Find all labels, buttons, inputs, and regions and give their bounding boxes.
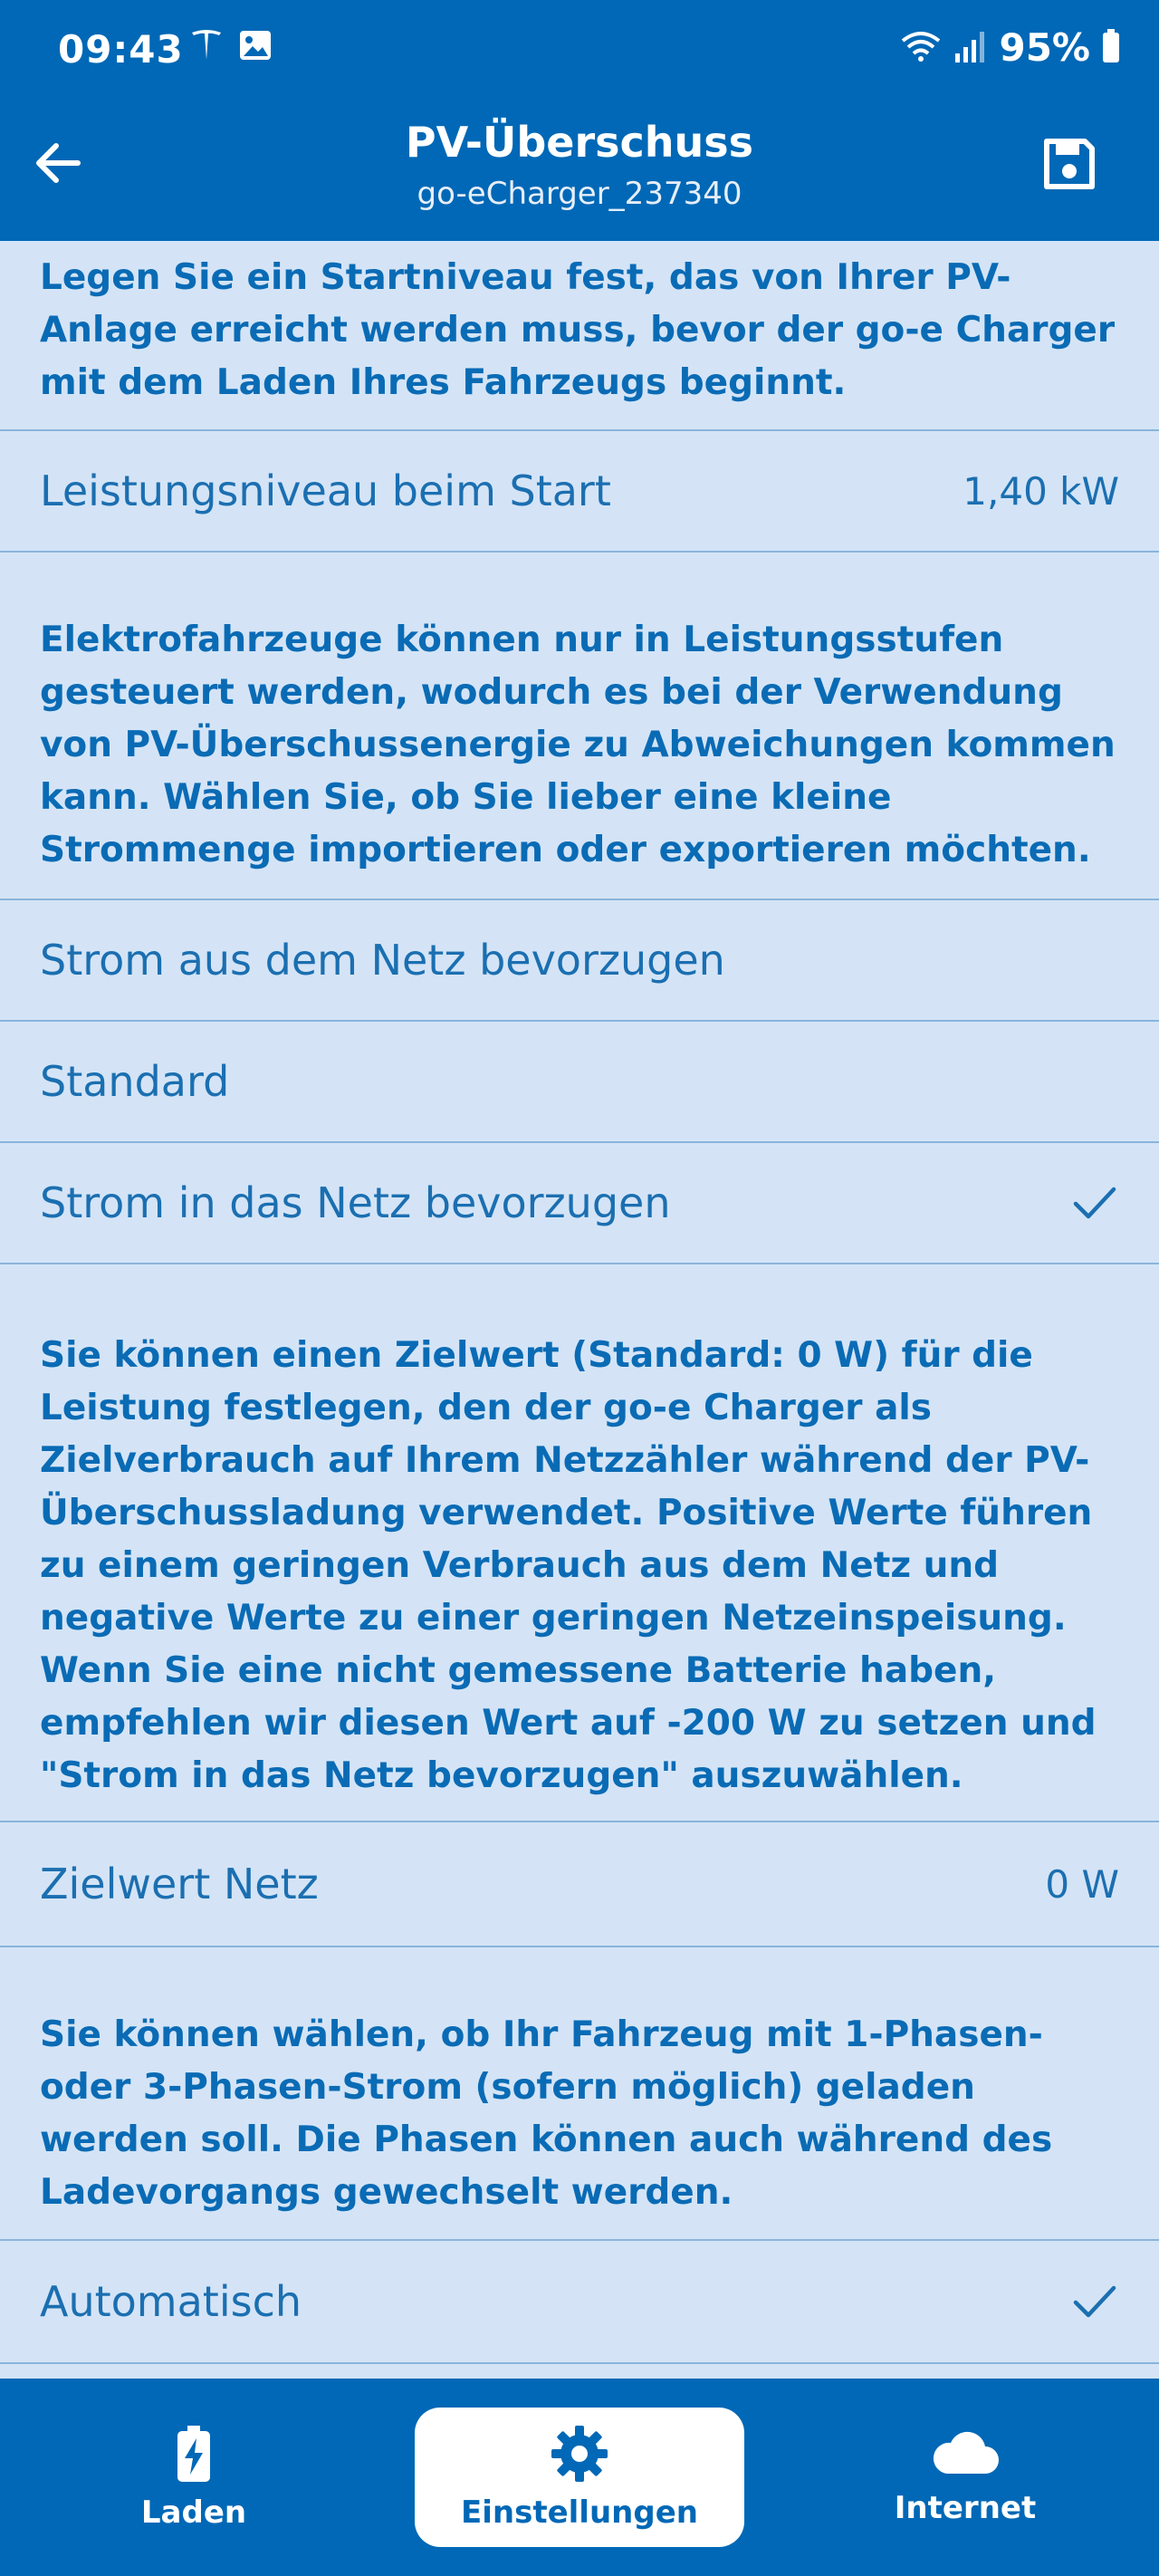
option-label: Strom in das Netz bevorzugen bbox=[40, 1178, 671, 1227]
option-prefer-grid-export[interactable] bbox=[0, 1143, 1159, 1264]
option-label: Strom aus dem Netz bevorzugen bbox=[40, 936, 725, 985]
start-level-label: Leistungsniveau beim Start bbox=[40, 466, 611, 515]
app-bar bbox=[0, 105, 1159, 241]
start-level-value: 1,40 kW bbox=[963, 468, 1119, 514]
save-icon bbox=[1039, 134, 1099, 194]
option-prefer-grid-import[interactable] bbox=[0, 900, 1159, 1022]
battery-percentage: 95% bbox=[999, 25, 1090, 70]
settings-list bbox=[0, 241, 1159, 2364]
nav-label: Einstellungen bbox=[461, 2494, 698, 2531]
checkmark-icon bbox=[1070, 1178, 1119, 1227]
nav-label: Laden bbox=[140, 2494, 247, 2531]
phase-option-automatic[interactable] bbox=[0, 2241, 1159, 2364]
target-row[interactable] bbox=[0, 1822, 1159, 1947]
option-label: Standard bbox=[40, 1057, 230, 1106]
preference-description: Elektrofahrzeuge können nur in Leistungsstufen gesteuert werden, wodurch es bei der Verwendung von PV-Überschussenergie zu Abweichungen kommen kann. Wählen Sie, ob Sie lieber eine kleine Strommenge importieren oder exportieren möchten. bbox=[0, 553, 1159, 900]
signal-icon bbox=[953, 28, 988, 68]
wifi-icon bbox=[899, 28, 943, 68]
image-icon bbox=[237, 27, 273, 67]
page-title: PV-Überschuss bbox=[405, 118, 754, 167]
phase-description: Sie können wählen, ob Ihr Fahrzeug mit 1-Phasen- oder 3-Phasen-Strom (sofern möglich) geladen werden soll. Die Phasen können auch während des Ladevorgangs gewechselt werden. bbox=[0, 1947, 1159, 2241]
nav-label: Internet bbox=[894, 2490, 1037, 2526]
nav-item-internet[interactable] bbox=[800, 2408, 1130, 2547]
target-description: Sie können einen Zielwert (Standard: 0 W) für die Leistung festlegen, den der go-e Charger als Zielverbrauch auf Ihrem Netzzähler während der PV-Überschussladung verwendet. Positive Werte führen zu einem geringen Verbrauch aus dem Netz und negative Werte zu einer geringen Netzeinspeisung. Wenn Sie eine nicht gemessene Batterie haben, empfehlen wir diesen Wert auf -200 W zu setzen und "Strom in das Netz bevorzugen" auszuwählen. bbox=[0, 1264, 1159, 1822]
start-level-row[interactable] bbox=[0, 431, 1159, 553]
save-button[interactable] bbox=[1039, 134, 1099, 194]
option-standard[interactable] bbox=[0, 1022, 1159, 1143]
tesla-icon bbox=[188, 27, 225, 67]
option-label: Automatisch bbox=[40, 2277, 302, 2326]
nav-item-einstellungen[interactable] bbox=[415, 2408, 744, 2547]
start-level-description: Legen Sie ein Startniveau fest, das von Ihrer PV-Anlage erreicht werden muss, bevor der go-e Charger mit dem Laden Ihres Fahrzeugs beginnt. bbox=[0, 241, 1159, 431]
battery-icon bbox=[1101, 28, 1121, 68]
target-value: 0 W bbox=[1045, 1861, 1119, 1907]
target-label: Zielwert Netz bbox=[40, 1860, 319, 1908]
checkmark-icon bbox=[1070, 2277, 1119, 2326]
status-time: 09:43 bbox=[58, 27, 184, 72]
status-bar bbox=[0, 0, 1159, 105]
battery-charging-icon bbox=[174, 2424, 214, 2484]
cloud-icon bbox=[929, 2428, 1001, 2479]
gear-icon bbox=[550, 2424, 609, 2484]
page-subtitle: go-eCharger_237340 bbox=[417, 176, 742, 212]
nav-item-laden[interactable] bbox=[29, 2408, 359, 2547]
bottom-navigation bbox=[0, 2379, 1159, 2576]
